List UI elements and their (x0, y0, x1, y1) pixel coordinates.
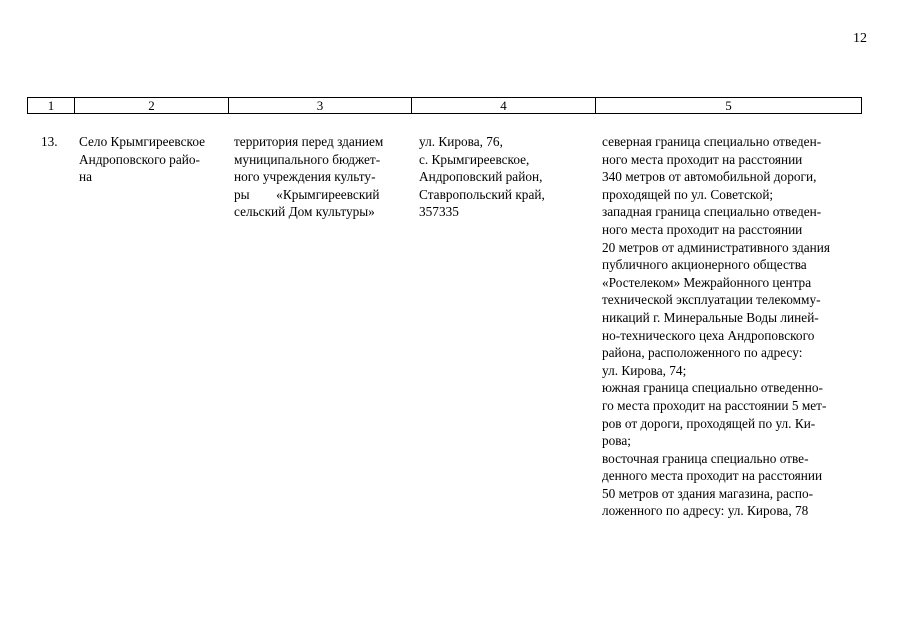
boundary-line: северная граница специально отведен- (602, 134, 822, 149)
territory-line: муниципального бюджет- (234, 151, 381, 167)
address-line: Андроповский район, (419, 169, 543, 185)
boundary-line: технической эксплуатации телекомму- (602, 292, 821, 308)
boundary-line: проходящей по ул. Советской; (602, 186, 774, 202)
settlement-name-cell (79, 133, 227, 186)
table-header-row (27, 97, 862, 114)
territory-line: ного учреждения культу- (234, 169, 376, 185)
address-line: Ставропольский край, (419, 186, 545, 202)
boundary-line: рова; (602, 433, 631, 449)
boundaries-cell (602, 133, 860, 520)
boundary-line: денного места проходит на расстоянии (602, 468, 823, 484)
settlement-name-line: Андроповского райо- (79, 151, 200, 167)
settlement-name-line: на (79, 169, 93, 185)
boundary-line: никаций г. Минеральные Воды линей- (602, 309, 819, 325)
boundary-line: южная граница специально отведенно- (602, 380, 823, 396)
boundary-line: ложенного по адресу: ул. Кирова, 78 (602, 503, 809, 519)
territory-line: ры «Крымгиреевский (234, 186, 380, 202)
column-header-5: 5 (725, 98, 732, 113)
territory-line: сельский Дом культуры» (234, 204, 375, 220)
boundary-line: ного места проходит на расстоянии (602, 151, 803, 167)
boundary-line: ров от дороги, проходящей по ул. Ки- (602, 415, 816, 431)
boundary-line: но-технического цеха Андроповского (602, 327, 815, 343)
address-cell (419, 133, 591, 221)
boundary-line: ного места проходит на расстоянии (602, 221, 803, 237)
page-number: 12 (853, 31, 867, 46)
boundary-line: ул. Кирова, 74; (602, 362, 687, 378)
boundary-line: «Ростелеком» Межрайонного центра (602, 274, 812, 290)
boundary-line: района, расположенного по адресу: (602, 345, 803, 361)
address-line: ул. Кирова, 76, (419, 134, 503, 149)
address-line: с. Крымгиреевское, (419, 151, 530, 167)
settlement-name-line: Село Крымгиреевское (79, 134, 206, 149)
boundary-line: западная граница специально отведен- (602, 204, 822, 220)
boundary-line: 340 метров от автомобильной дороги, (602, 169, 817, 185)
column-header-1: 1 (28, 98, 75, 113)
boundary-line: 50 метров от здания магазина, распо- (602, 485, 814, 501)
row-number: 13. (41, 134, 58, 149)
boundary-line: публичного акционерного общества (602, 257, 807, 273)
address-line: 357335 (419, 204, 459, 220)
column-header-3: 3 (229, 98, 412, 113)
column-header-4: 4 (412, 98, 596, 113)
boundary-line: восточная граница специально отве- (602, 450, 809, 466)
boundary-line: го места проходит на расстоянии 5 мет- (602, 397, 827, 413)
column-header-2: 2 (75, 98, 229, 113)
territory-line: территория перед зданием (234, 134, 384, 149)
boundary-line: 20 метров от административного здания (602, 239, 831, 255)
territory-cell (234, 133, 408, 221)
